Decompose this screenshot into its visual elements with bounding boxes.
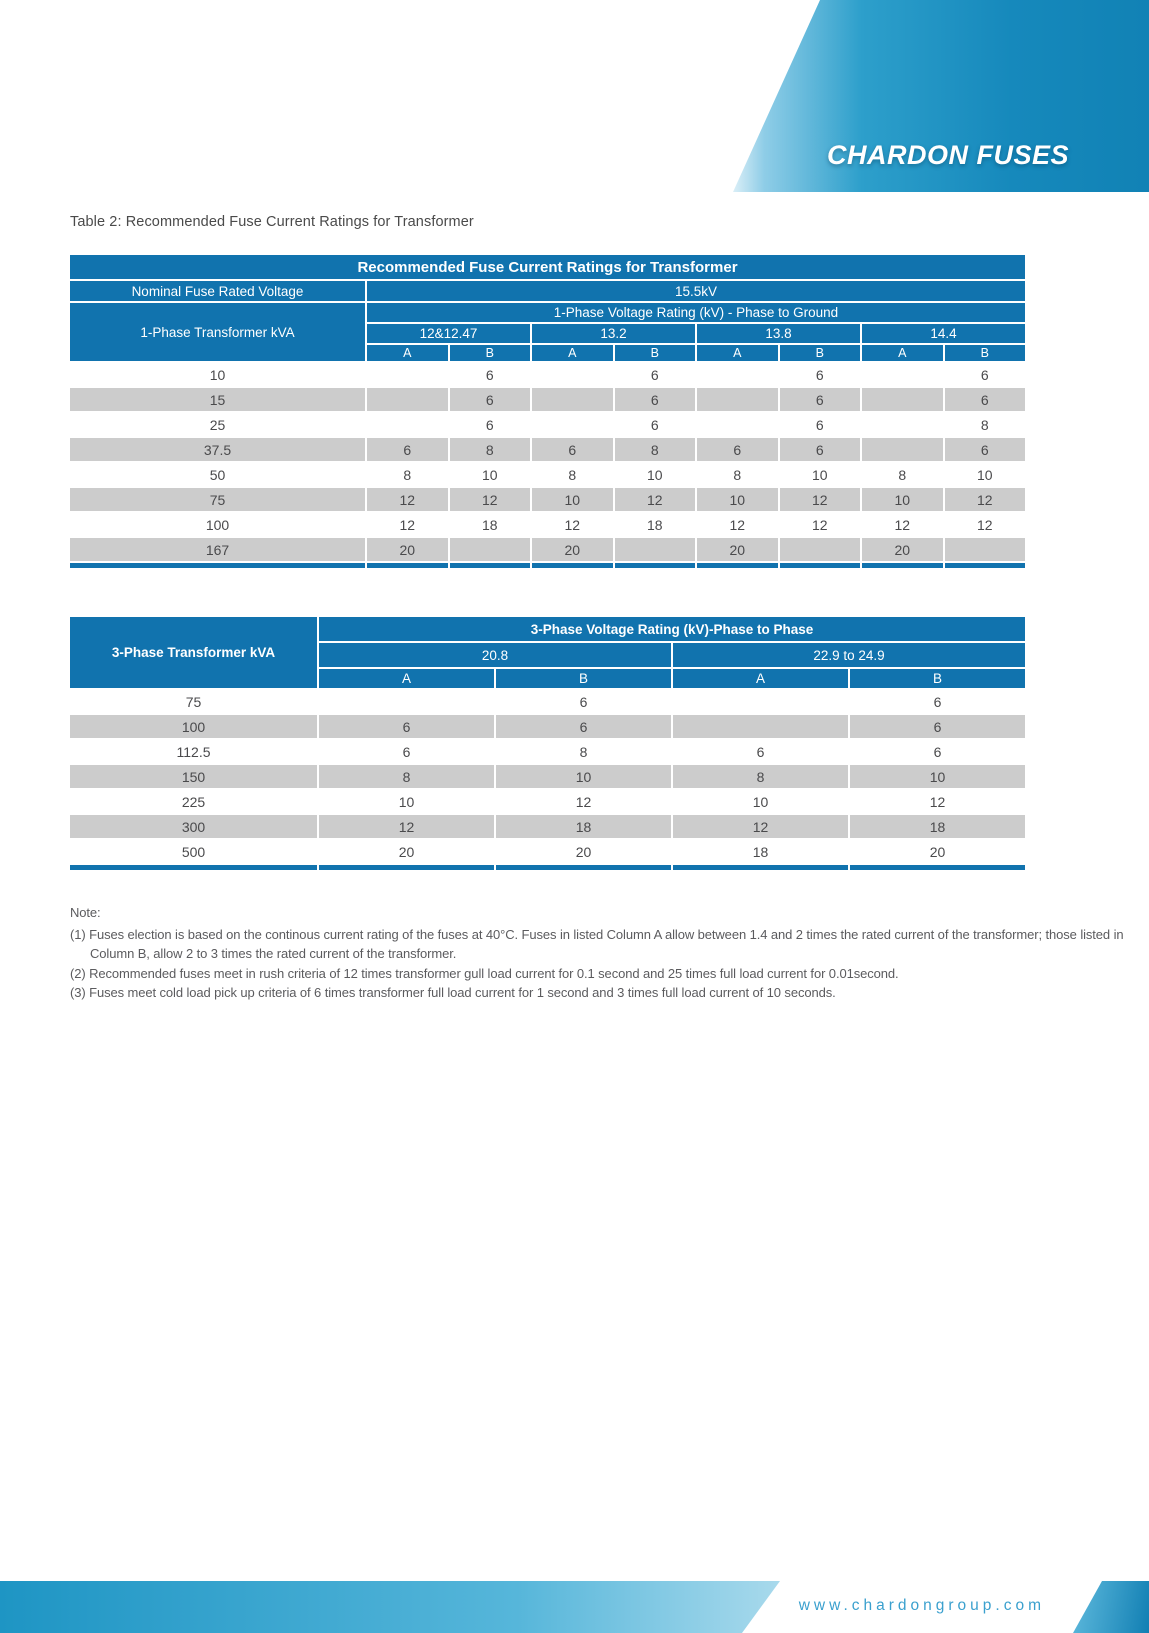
rating-cell [673,690,848,713]
rating-cell: 8 [673,765,848,788]
bar-segment [780,563,861,568]
kva-cell: 100 [70,513,365,536]
rating-cell: 6 [780,413,861,436]
rating-cell: 6 [615,413,696,436]
table-row [70,840,1025,863]
rating-cell: 10 [697,488,778,511]
bar-segment [532,563,613,568]
rating-cell: 10 [673,790,848,813]
rating-cell: 6 [780,438,861,461]
rating-cell: 20 [367,538,448,561]
ab-header: B [780,345,861,361]
rating-cell [862,388,943,411]
voltage-group-header: 13.2 [532,324,695,343]
note-item-1: (1) Fuses election is based on the continous current rating of the fuses at 40°C. Fuses in listed Column A allow between 1.4 and 2 times the rated current of the transformer; those listed in Column B, allow 2 to 3 times the rated current of the transformer. [70,926,1124,961]
table-row [70,413,1025,436]
group-header-row [70,617,1025,641]
footer-corner-shape [1073,1581,1149,1633]
rating-cell: 10 [496,765,671,788]
notes-label: Note: [70,905,101,920]
rating-cell: 18 [850,815,1025,838]
rating-cell: 6 [450,388,531,411]
nominal-voltage-row [70,281,1025,301]
bar-segment [319,865,494,870]
voltage-group-header: 13.8 [697,324,860,343]
kva-cell: 112.5 [70,740,317,763]
rating-cell: 12 [780,488,861,511]
voltage-group-header: 14.4 [862,324,1025,343]
rating-cell: 20 [862,538,943,561]
rating-cell: 6 [450,413,531,436]
kva-cell: 167 [70,538,365,561]
bar-segment [850,865,1025,870]
rating-cell: 10 [862,488,943,511]
rating-cell [862,413,943,436]
phase-to-ground-header: 1-Phase Voltage Rating (kV) - Phase to Ground [367,303,1025,322]
rating-cell [697,363,778,386]
rating-cell: 10 [319,790,494,813]
bar-segment [615,563,696,568]
bar-segment [862,563,943,568]
rating-cell [532,388,613,411]
bar-segment [673,865,848,870]
rating-cell: 6 [367,438,448,461]
table-title-row [70,255,1025,279]
rating-cell: 10 [850,765,1025,788]
rating-cell: 12 [697,513,778,536]
bar-segment [450,563,531,568]
table-row [70,388,1025,411]
rating-cell: 10 [450,463,531,486]
rating-cell: 10 [780,463,861,486]
table-row [70,690,1025,713]
fuse-ratings-table-3phase [68,615,1027,872]
ab-header: A [532,345,613,361]
nominal-voltage-label: Nominal Fuse Rated Voltage [70,281,365,301]
table-row [70,363,1025,386]
rating-cell: 8 [945,413,1026,436]
table-row [70,538,1025,561]
kva-cell: 25 [70,413,365,436]
table-bottom-bar [70,865,1025,870]
rating-cell [532,363,613,386]
kva-cell: 100 [70,715,317,738]
ab-header: B [615,345,696,361]
ab-header: B [850,669,1025,688]
table-row [70,740,1025,763]
rating-cell: 8 [697,463,778,486]
rating-cell: 12 [319,815,494,838]
kva-cell: 300 [70,815,317,838]
rating-cell: 6 [673,740,848,763]
rating-cell [945,538,1026,561]
bar-segment [945,563,1026,568]
rating-cell: 12 [532,513,613,536]
rating-cell: 12 [367,513,448,536]
footer-website-url: www.chardongroup.com [798,1597,1045,1614]
rating-cell [450,538,531,561]
bar-segment [70,563,365,568]
kva-cell: 500 [70,840,317,863]
rating-cell: 20 [496,840,671,863]
rating-cell: 20 [850,840,1025,863]
rating-cell: 6 [945,388,1026,411]
table-row [70,715,1025,738]
rating-cell: 18 [496,815,671,838]
note-item-2: (2) Recommended fuses meet in rush criteria of 12 times transformer gull load current for 0.1 second and 25 times full load current for 0.01second. [70,965,899,981]
table1-title: Recommended Fuse Current Ratings for Transformer [70,255,1025,279]
rating-cell: 12 [673,815,848,838]
rating-cell: 20 [532,538,613,561]
fuse-ratings-table-1phase [68,253,1027,570]
nominal-voltage-value: 15.5kV [367,281,1025,301]
rating-cell: 12 [945,513,1026,536]
rating-cell: 8 [450,438,531,461]
kva-cell: 10 [70,363,365,386]
rating-cell: 12 [367,488,448,511]
rating-cell: 6 [615,363,696,386]
rating-cell: 12 [780,513,861,536]
voltage-group-header: 22.9 to 24.9 [673,643,1025,667]
rating-cell: 6 [496,690,671,713]
rating-cell: 6 [615,388,696,411]
rating-cell: 6 [780,388,861,411]
rating-cell: 18 [673,840,848,863]
rating-cell: 12 [945,488,1026,511]
rating-cell: 8 [532,463,613,486]
table-caption: Table 2: Recommended Fuse Current Ratings for Transformer [70,214,474,230]
rating-cell [862,438,943,461]
kva-cell: 37.5 [70,438,365,461]
bar-segment [697,563,778,568]
rating-cell: 6 [697,438,778,461]
rating-cell: 12 [862,513,943,536]
rating-cell [673,715,848,738]
rating-cell: 6 [496,715,671,738]
rating-cell: 8 [496,740,671,763]
rating-cell: 8 [862,463,943,486]
rating-cell: 12 [496,790,671,813]
rating-cell: 10 [945,463,1026,486]
rating-cell [862,363,943,386]
rating-cell: 6 [850,690,1025,713]
rating-cell [367,388,448,411]
kva-cell: 150 [70,765,317,788]
rating-cell: 18 [615,513,696,536]
rating-cell: 6 [450,363,531,386]
voltage-group-header: 20.8 [319,643,671,667]
brand-logo-text: CHARDON FUSES [826,140,1069,170]
kva-column-header: 1-Phase Transformer kVA [70,303,365,361]
table-row [70,815,1025,838]
ab-header: A [862,345,943,361]
voltage-group-header: 12&12.47 [367,324,530,343]
rating-cell: 6 [850,740,1025,763]
rating-cell [697,388,778,411]
notes-section [70,903,1132,1003]
kva-cell: 15 [70,388,365,411]
table-row [70,488,1025,511]
table-bottom-bar [70,563,1025,568]
rating-cell: 12 [450,488,531,511]
rating-cell: 6 [319,715,494,738]
rating-cell [367,363,448,386]
ab-header: A [319,669,494,688]
rating-cell: 20 [697,538,778,561]
rating-cell [367,413,448,436]
table-row [70,438,1025,461]
ab-header: B [450,345,531,361]
ab-header: B [496,669,671,688]
rating-cell: 6 [945,438,1026,461]
ab-header: B [945,345,1026,361]
ab-header: A [367,345,448,361]
rating-cell: 8 [615,438,696,461]
rating-cell: 8 [367,463,448,486]
rating-cell: 20 [319,840,494,863]
group-header-row [70,303,1025,322]
bar-segment [367,563,448,568]
kva-cell: 50 [70,463,365,486]
bar-segment [496,865,671,870]
rating-cell: 6 [780,363,861,386]
table-row [70,790,1025,813]
kva-cell: 75 [70,690,317,713]
rating-cell: 8 [319,765,494,788]
kva-column-header: 3-Phase Transformer kVA [70,617,317,688]
table-row [70,513,1025,536]
rating-cell [780,538,861,561]
rating-cell: 10 [532,488,613,511]
ab-header: A [697,345,778,361]
rating-cell [319,690,494,713]
rating-cell [697,413,778,436]
rating-cell: 10 [615,463,696,486]
table-row [70,765,1025,788]
rating-cell: 6 [945,363,1026,386]
phase-to-phase-header: 3-Phase Voltage Rating (kV)-Phase to Phase [319,617,1025,641]
kva-cell: 75 [70,488,365,511]
rating-cell: 6 [532,438,613,461]
rating-cell: 6 [850,715,1025,738]
rating-cell [615,538,696,561]
bar-segment [70,865,317,870]
table-row [70,463,1025,486]
rating-cell: 18 [450,513,531,536]
rating-cell: 6 [319,740,494,763]
rating-cell: 12 [615,488,696,511]
rating-cell: 12 [850,790,1025,813]
note-item-3: (3) Fuses meet cold load pick up criteria of 6 times transformer full load current for 1 second and 3 times full load current of 10 seconds. [70,985,836,1000]
ab-header: A [673,669,848,688]
rating-cell [532,413,613,436]
kva-cell: 225 [70,790,317,813]
